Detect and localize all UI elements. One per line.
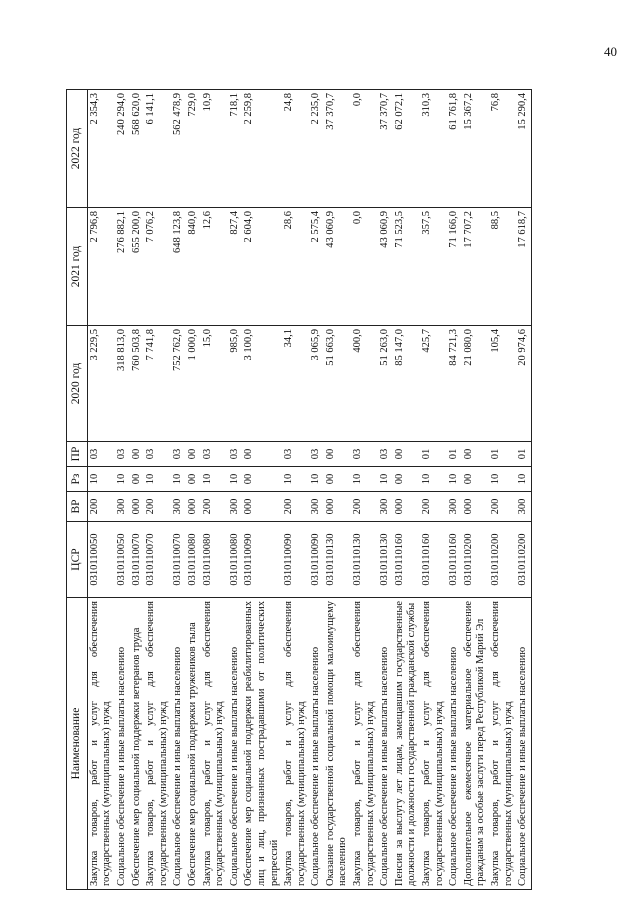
row-2022: 729,0 — [186, 90, 201, 208]
row-2020: 985,0 — [228, 326, 243, 442]
row-pr: 03 — [201, 442, 228, 467]
row-vr: 000 — [324, 492, 351, 522]
row-csr: 0310110090 — [309, 522, 324, 598]
row-pr: 03 — [115, 442, 130, 467]
row-2022: 2 259,8 — [242, 90, 282, 208]
row-2022: 6 141,1 — [144, 90, 171, 208]
row-vr: 300 — [516, 492, 531, 522]
row-2021: 71 166,0 — [447, 208, 462, 326]
row-name: Закупка товаров, работ и услуг для обеспечения государственных (муниципальных) нужд — [351, 598, 378, 890]
row-2022: 24,8 — [282, 90, 309, 208]
row-csr: 0310110080 — [186, 522, 201, 598]
row-2020: 3 100,0 — [242, 326, 282, 442]
row-2022: 568 620,0 — [130, 90, 145, 208]
row-name: Социальное обеспечение и иные выплаты населению — [171, 598, 186, 890]
row-rz: 10 — [115, 467, 130, 492]
row-csr: 0310110080 — [201, 522, 228, 598]
row-pr: 00 — [393, 442, 420, 467]
row-rz: 10 — [144, 467, 171, 492]
row-pr: 03 — [309, 442, 324, 467]
row-2021: 276 882,1 — [115, 208, 130, 326]
row-vr: 300 — [378, 492, 393, 522]
row-2021: 2 796,8 — [87, 208, 115, 326]
row-name: Закупка товаров, работ и услуг для обеспечения государственных (муниципальных) нужд — [420, 598, 447, 890]
row-csr: 0310110130 — [378, 522, 393, 598]
row-rz: 10 — [420, 467, 447, 492]
row-pr: 00 — [462, 442, 489, 467]
row-2021: 71 523,5 — [393, 208, 420, 326]
row-2020: 51 263,0 — [378, 326, 393, 442]
header-2020: 2020 год — [67, 326, 88, 442]
row-2020: 1 000,0 — [186, 326, 201, 442]
row-2022: 15 367,2 — [462, 90, 489, 208]
table-row — [144, 90, 171, 890]
row-name: Социальное обеспечение и иные выплаты населению — [115, 598, 130, 890]
table-row — [309, 90, 324, 890]
row-2022: 37 370,7 — [378, 90, 393, 208]
row-2020: 3 229,5 — [87, 326, 115, 442]
row-pr: 01 — [516, 442, 531, 467]
table-row — [171, 90, 186, 890]
row-csr: 0310110090 — [282, 522, 309, 598]
row-name: Обеспечение мер социальной поддержки реабилитированных лиц и лиц, признанных пострадавшими от политических репрессий — [242, 598, 282, 890]
row-rz: 10 — [282, 467, 309, 492]
table-row — [516, 90, 531, 890]
row-2021: 655 200,0 — [130, 208, 145, 326]
row-vr: 000 — [242, 492, 282, 522]
row-2020: 752 762,0 — [171, 326, 186, 442]
row-vr: 200 — [201, 492, 228, 522]
table-row — [115, 90, 130, 890]
table-row — [378, 90, 393, 890]
row-2020: 318 813,0 — [115, 326, 130, 442]
row-vr: 300 — [309, 492, 324, 522]
row-2022: 562 478,9 — [171, 90, 186, 208]
row-pr: 00 — [130, 442, 145, 467]
table-row — [228, 90, 243, 890]
row-name: Социальное обеспечение и иные выплаты населению — [309, 598, 324, 890]
row-name: Социальное обеспечение и иные выплаты населению — [228, 598, 243, 890]
row-vr: 200 — [87, 492, 115, 522]
row-csr: 0310110090 — [242, 522, 282, 598]
row-2020: 21 080,0 — [462, 326, 489, 442]
row-2021: 648 123,8 — [171, 208, 186, 326]
row-2022: 10,9 — [201, 90, 228, 208]
row-rz: 10 — [351, 467, 378, 492]
row-csr: 0310110160 — [447, 522, 462, 598]
table-row — [351, 90, 378, 890]
row-rz: 00 — [242, 467, 282, 492]
row-pr: 03 — [228, 442, 243, 467]
table-row — [130, 90, 145, 890]
row-2022: 2 235,0 — [309, 90, 324, 208]
row-vr: 200 — [351, 492, 378, 522]
row-2020: 425,7 — [420, 326, 447, 442]
row-pr: 00 — [186, 442, 201, 467]
row-rz: 00 — [462, 467, 489, 492]
table-row — [462, 90, 489, 890]
row-2021: 357,5 — [420, 208, 447, 326]
row-vr: 200 — [489, 492, 516, 522]
row-rz: 00 — [130, 467, 145, 492]
row-name: Закупка товаров, работ и услуг для обеспечения государственных (муниципальных) нужд — [144, 598, 171, 890]
row-csr: 0310110200 — [516, 522, 531, 598]
row-2020: 20 974,6 — [516, 326, 531, 442]
row-2020: 34,1 — [282, 326, 309, 442]
row-csr: 0310110070 — [144, 522, 171, 598]
row-2021: 17 707,2 — [462, 208, 489, 326]
row-2020: 3 065,9 — [309, 326, 324, 442]
header-rz: Рз — [67, 467, 88, 492]
row-2021: 2 604,0 — [242, 208, 282, 326]
row-pr: 03 — [282, 442, 309, 467]
row-name: Закупка товаров, работ и услуг для обеспечения государственных (муниципальных) нужд — [489, 598, 516, 890]
table-row — [87, 90, 115, 890]
row-rz: 10 — [87, 467, 115, 492]
row-2021: 840,0 — [186, 208, 201, 326]
row-pr: 01 — [489, 442, 516, 467]
row-rz: 10 — [201, 467, 228, 492]
row-2022: 37 370,7 — [324, 90, 351, 208]
row-2020: 51 663,0 — [324, 326, 351, 442]
row-rz: 10 — [171, 467, 186, 492]
row-csr: 0310110050 — [115, 522, 130, 598]
row-name: Обеспечение мер социальной поддержки тружеников тыла — [186, 598, 201, 890]
row-2021: 17 618,7 — [516, 208, 531, 326]
table-row — [489, 90, 516, 890]
row-vr: 300 — [115, 492, 130, 522]
row-pr: 01 — [447, 442, 462, 467]
row-2020: 400,0 — [351, 326, 378, 442]
row-name: Закупка товаров, работ и услуг для обеспечения государственных (муниципальных) нужд — [87, 598, 115, 890]
row-2021: 7 076,2 — [144, 208, 171, 326]
row-name: Оказание государственной социальной помощи малоимущему населению — [324, 598, 351, 890]
row-2020: 7 741,8 — [144, 326, 171, 442]
page-number: 40 — [604, 44, 617, 59]
row-vr: 000 — [393, 492, 420, 522]
table-row — [201, 90, 228, 890]
row-vr: 300 — [447, 492, 462, 522]
row-rz: 00 — [393, 467, 420, 492]
row-csr: 0310110160 — [420, 522, 447, 598]
table-row — [242, 90, 282, 890]
row-2022: 0,0 — [351, 90, 378, 208]
row-pr: 00 — [324, 442, 351, 467]
row-rz: 10 — [309, 467, 324, 492]
row-2022: 2 354,3 — [87, 90, 115, 208]
row-2022: 62 072,1 — [393, 90, 420, 208]
row-csr: 0310110200 — [489, 522, 516, 598]
row-vr: 200 — [420, 492, 447, 522]
header-csr: ЦСР — [67, 522, 88, 598]
row-2022: 310,3 — [420, 90, 447, 208]
row-csr: 0310110160 — [393, 522, 420, 598]
row-2021: 88,5 — [489, 208, 516, 326]
row-2021: 28,6 — [282, 208, 309, 326]
header-vr: ВР — [67, 492, 88, 522]
row-2021: 43 060,9 — [378, 208, 393, 326]
row-pr: 03 — [351, 442, 378, 467]
table-row — [282, 90, 309, 890]
row-2021: 2 575,4 — [309, 208, 324, 326]
row-csr: 0310110130 — [351, 522, 378, 598]
row-pr: 03 — [87, 442, 115, 467]
row-rz: 00 — [324, 467, 351, 492]
row-name: Закупка товаров, работ и услуг для обеспечения государственных (муниципальных) нужд — [282, 598, 309, 890]
row-2022: 15 290,4 — [516, 90, 531, 208]
row-name: Дополнительное ежемесячное материальное обеспечение гражданам за особые заслуги перед Республикой Марий Эл — [462, 598, 489, 890]
rotated-page-content — [66, 90, 586, 890]
header-pr: ПР — [67, 442, 88, 467]
row-rz: 10 — [228, 467, 243, 492]
table-row — [186, 90, 201, 890]
row-2021: 0,0 — [351, 208, 378, 326]
row-vr: 300 — [171, 492, 186, 522]
row-2022: 240 294,0 — [115, 90, 130, 208]
table-row — [447, 90, 462, 890]
row-2022: 61 761,8 — [447, 90, 462, 208]
row-pr: 00 — [242, 442, 282, 467]
row-rz: 00 — [186, 467, 201, 492]
row-pr: 01 — [420, 442, 447, 467]
row-2022: 76,8 — [489, 90, 516, 208]
row-csr: 0310110050 — [87, 522, 115, 598]
row-2021: 43 060,9 — [324, 208, 351, 326]
row-pr: 03 — [171, 442, 186, 467]
row-vr: 000 — [130, 492, 145, 522]
row-rz: 10 — [489, 467, 516, 492]
row-name: Социальное обеспечение и иные выплаты населению — [516, 598, 531, 890]
row-csr: 0310110130 — [324, 522, 351, 598]
row-csr: 0310110070 — [171, 522, 186, 598]
row-rz: 10 — [516, 467, 531, 492]
row-2020: 85 147,0 — [393, 326, 420, 442]
row-pr: 03 — [144, 442, 171, 467]
table-row — [393, 90, 420, 890]
table-row — [420, 90, 447, 890]
row-csr: 0310110200 — [462, 522, 489, 598]
header-name: Наименование — [67, 598, 88, 890]
header-2021: 2021 год — [67, 208, 88, 326]
row-name: Закупка товаров, работ и услуг для обеспечения государственных (муниципальных) нужд — [201, 598, 228, 890]
row-2021: 12,6 — [201, 208, 228, 326]
row-vr: 200 — [144, 492, 171, 522]
row-vr: 000 — [186, 492, 201, 522]
row-csr: 0310110070 — [130, 522, 145, 598]
budget-table — [66, 89, 532, 890]
row-vr: 300 — [228, 492, 243, 522]
row-rz: 10 — [447, 467, 462, 492]
row-name: Обеспечение мер социальной поддержки ветеранов труда — [130, 598, 145, 890]
row-2020: 84 721,3 — [447, 326, 462, 442]
row-2020: 105,4 — [489, 326, 516, 442]
row-name: Социальное обеспечение и иные выплаты населению — [378, 598, 393, 890]
row-csr: 0310110080 — [228, 522, 243, 598]
row-name: Пенсия за выслугу лет лицам, замещавшим государственные должности и должности государственной гражданской службы — [393, 598, 420, 890]
table-header-row — [67, 90, 88, 890]
row-rz: 10 — [378, 467, 393, 492]
table-row — [324, 90, 351, 890]
row-2021: 827,4 — [228, 208, 243, 326]
row-vr: 200 — [282, 492, 309, 522]
header-2022: 2022 год — [67, 90, 88, 208]
row-2022: 718,1 — [228, 90, 243, 208]
row-name: Социальное обеспечение и иные выплаты населению — [447, 598, 462, 890]
row-vr: 000 — [462, 492, 489, 522]
row-2020: 760 503,8 — [130, 326, 145, 442]
row-2020: 15,0 — [201, 326, 228, 442]
row-pr: 03 — [378, 442, 393, 467]
